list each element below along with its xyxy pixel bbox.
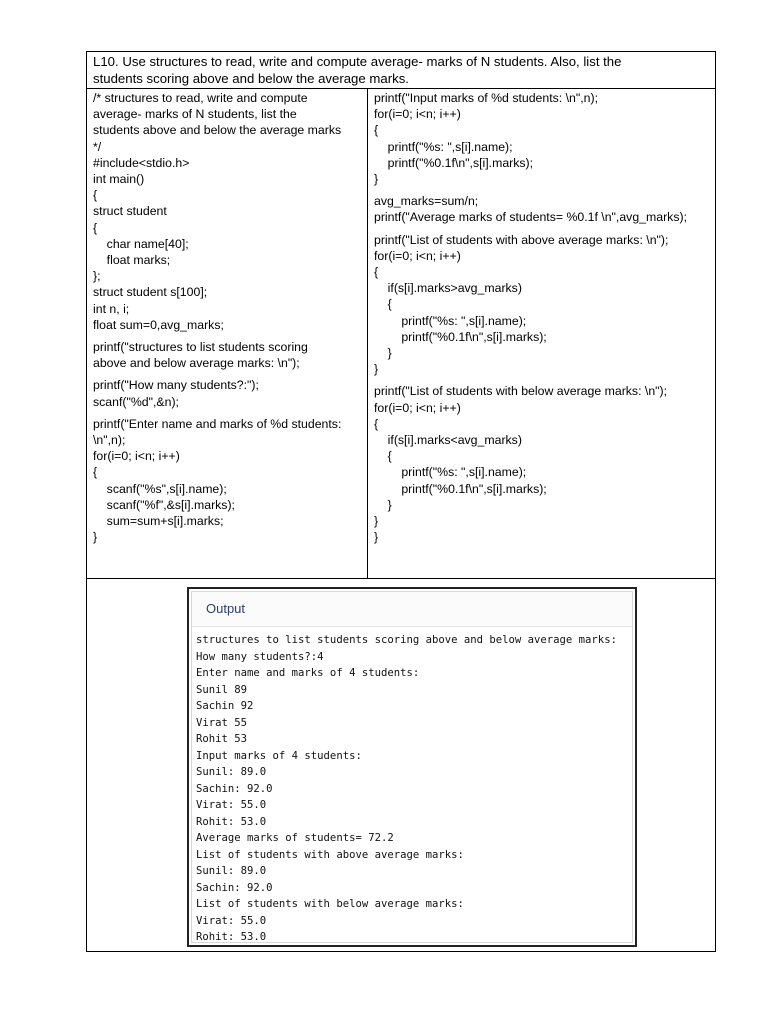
code-line: int n, i; bbox=[93, 301, 130, 316]
code-line: } bbox=[374, 530, 379, 545]
code-line: scanf("%f",&s[i].marks); bbox=[93, 497, 235, 512]
code-line: avg_marks=sum/n; bbox=[374, 194, 479, 209]
code-line: char name[40]; bbox=[93, 236, 189, 251]
console-line: Enter name and marks of 4 students: bbox=[196, 667, 420, 679]
code-line: average- marks of N students, list the bbox=[93, 107, 297, 122]
code-column-right bbox=[368, 89, 715, 578]
code-line: struct student s[100]; bbox=[93, 285, 208, 300]
console-line: Sachin: 92.0 bbox=[196, 782, 273, 795]
console-line: How many students?:4 bbox=[196, 650, 324, 663]
code-line: if(s[i].marks<avg_marks) bbox=[374, 433, 522, 448]
code-line: } bbox=[374, 362, 379, 377]
output-section bbox=[87, 578, 715, 951]
code-line: { bbox=[374, 123, 379, 138]
console-line: Sachin 92 bbox=[196, 700, 254, 712]
console-line: Sachin: 92.0 bbox=[196, 881, 273, 894]
console-output bbox=[192, 627, 632, 946]
code-line: printf("%0.1f\n",s[i].marks); bbox=[374, 481, 547, 496]
console-line: Average marks of students= 72.2 bbox=[196, 832, 394, 844]
console-line: Virat 55 bbox=[196, 716, 248, 729]
title-line: students scoring above and below the average marks. bbox=[93, 71, 409, 86]
code-line: printf("%0.1f\n",s[i].marks); bbox=[374, 329, 547, 344]
code-line: float sum=0,avg_marks; bbox=[93, 317, 224, 332]
code-line: { bbox=[93, 465, 98, 480]
code-line: } bbox=[374, 172, 379, 187]
code-line: sum=sum+s[i].marks; bbox=[93, 514, 224, 529]
code-line: for(i=0; i<n; i++) bbox=[374, 248, 461, 263]
code-line: } bbox=[374, 346, 392, 361]
code-line: /* structures to read, write and compute bbox=[93, 91, 308, 105]
code-line: for(i=0; i<n; i++) bbox=[374, 400, 461, 415]
code-line: { bbox=[374, 416, 379, 431]
code-line: printf("%s: ",s[i].name); bbox=[374, 465, 527, 480]
title-line: L10. Use structures to read, write and compute average- marks of N students. Also, list the bbox=[93, 54, 622, 69]
console-line: Virat: 55.0 bbox=[196, 914, 267, 927]
code-line: printf("Enter name and marks of %d students: bbox=[93, 416, 342, 431]
code-line: #include<stdio.h> bbox=[93, 155, 190, 170]
code-line: }; bbox=[93, 269, 101, 284]
console-line: Sunil 89 bbox=[196, 683, 248, 696]
code-line: { bbox=[374, 449, 392, 464]
code-line: printf("structures to list students scoring bbox=[93, 340, 308, 355]
code-line: printf("List of students with below average marks: \n"); bbox=[374, 384, 668, 399]
code-line: } bbox=[374, 514, 379, 529]
code-line: scanf("%s",s[i].name); bbox=[93, 481, 227, 496]
console-line: List of students with below average marks: bbox=[196, 898, 464, 910]
code-line: scanf("%d",&n); bbox=[93, 394, 179, 409]
console-line: List of students with above average marks: bbox=[196, 848, 464, 861]
console-line: Rohit 53 bbox=[196, 733, 248, 745]
console-line: Input marks of 4 students: bbox=[196, 749, 362, 762]
output-screenshot bbox=[187, 587, 637, 947]
code-line: } bbox=[93, 530, 98, 545]
code-line: { bbox=[374, 297, 392, 312]
code-line: int main() bbox=[93, 172, 145, 187]
code-line: } bbox=[374, 497, 392, 512]
console-line: structures to list students scoring above and below average marks: bbox=[196, 634, 617, 646]
console-line: Rohit: 53.0 bbox=[196, 815, 267, 828]
code-line: { bbox=[93, 188, 98, 203]
console-line: Rohit: 53.0 bbox=[196, 931, 267, 943]
code-line: { bbox=[93, 220, 98, 235]
console-line: Virat: 55.0 bbox=[196, 799, 267, 811]
code-line: printf("%s: ",s[i].name); bbox=[374, 139, 513, 154]
code-line: struct student bbox=[93, 204, 167, 219]
code-line: students above and below the average marks bbox=[93, 123, 342, 138]
code-line: for(i=0; i<n; i++) bbox=[93, 449, 180, 464]
code-line: above and below average marks: \n"); bbox=[93, 356, 300, 371]
code-column-left bbox=[87, 89, 368, 578]
code-line: printf("List of students with above average marks: \n"); bbox=[374, 232, 669, 247]
code-line: for(i=0; i<n; i++) bbox=[374, 107, 461, 122]
code-line: printf("Input marks of %d students: \n",n); bbox=[374, 91, 599, 105]
code-line: \n",n); bbox=[93, 433, 126, 448]
lab-sheet bbox=[86, 51, 716, 952]
console-line: Sunil: 89.0 bbox=[196, 865, 267, 877]
code-line: { bbox=[374, 265, 379, 280]
code-line: if(s[i].marks>avg_marks) bbox=[374, 281, 522, 296]
code-line: printf("%s: ",s[i].name); bbox=[374, 313, 527, 328]
code-line: */ bbox=[93, 139, 102, 154]
code-line: printf("Average marks of students= %0.1f \n",avg_marks); bbox=[374, 210, 687, 225]
exercise-title bbox=[87, 52, 715, 89]
code-line: float marks; bbox=[93, 253, 171, 268]
code-line: printf("%0.1f\n",s[i].marks); bbox=[374, 155, 534, 170]
output-header: Output bbox=[192, 592, 632, 627]
output-panel bbox=[191, 591, 633, 943]
console-line: Sunil: 89.0 bbox=[196, 766, 267, 778]
code-line: printf("How many students?:"); bbox=[93, 378, 259, 393]
